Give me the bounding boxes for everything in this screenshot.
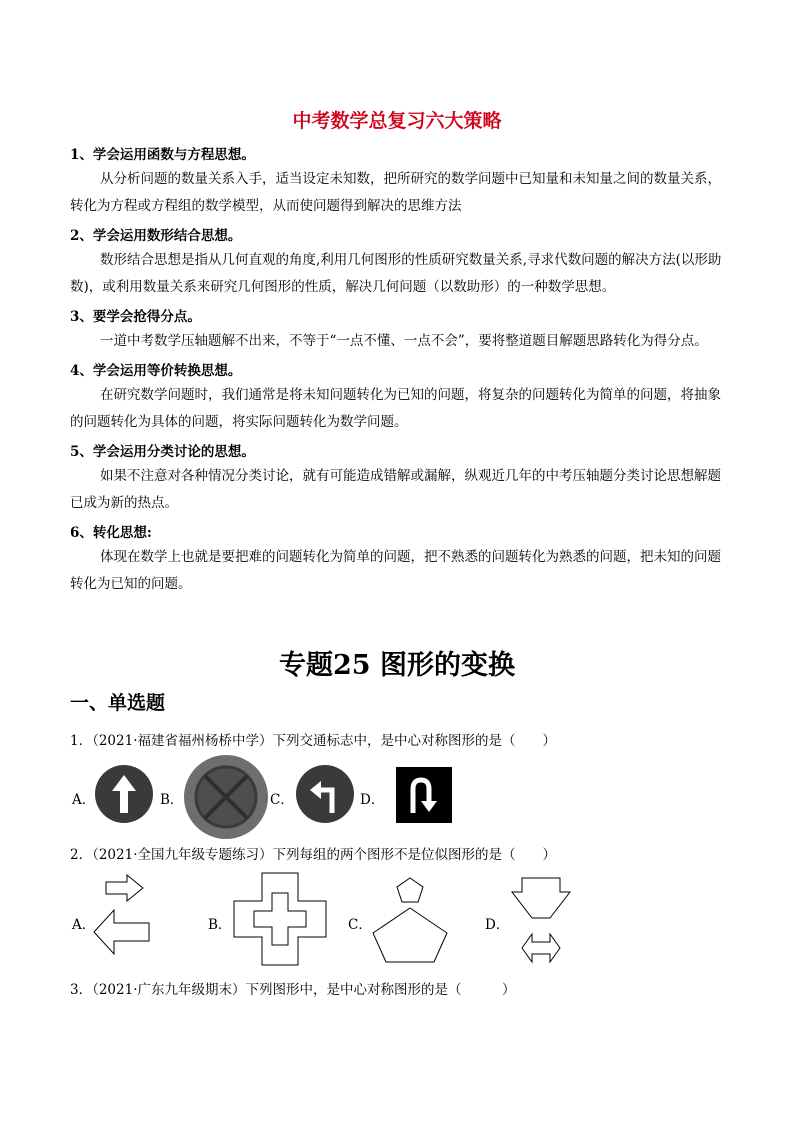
- topic-title: 专题25 图形的变换: [279, 650, 515, 681]
- large-double-arrow-icon: [512, 878, 570, 918]
- strategy-2-text: 数形结合思想是指从几何直观的角度,利用几何图形的性质研究数量关系,寻求代数问题的解决方法(以形助数)，或利用数量关系来研究几何图形的性质，解决几何问题（以数助形）的一种数学思想。: [70, 252, 722, 295]
- strategy-1-heading: 1、学会运用函数与方程思想。: [70, 147, 255, 163]
- q2-option-c-figure: [372, 876, 456, 964]
- q2-option-a-label: A．: [72, 917, 96, 933]
- strategy-3-text: 一道中考数学压轴题解不出来，不等于“一点不懂、一点不会”，要将整道题目解题思路转化为得分点。: [100, 333, 708, 349]
- q1-option-a-label: A．: [72, 792, 96, 808]
- q1-option-d-figure: [396, 767, 452, 823]
- strategy-6-text: 体现在数学上也就是要把难的问题转化为简单的问题，把不熟悉的问题转化为熟悉的问题，把未知的问题转化为已知的问题。: [70, 549, 721, 592]
- q2-option-d-figure: [510, 876, 572, 970]
- large-pentagon-icon: [373, 908, 447, 962]
- q2-option-d-label: D．: [485, 917, 510, 933]
- q2-option-a-figure: [92, 873, 152, 969]
- square-sign-icon: [396, 767, 452, 823]
- question-2-text: 2．（2021·全国九年级专题练习）下列每组的两个图形不是位似图形的是（ ）: [70, 847, 556, 863]
- section-title: 一、单选题: [70, 692, 166, 714]
- page-header-title: 中考数学总复习六大策略: [292, 110, 502, 132]
- strategy-2-heading: 2、学会运用数形结合思想。: [70, 228, 242, 244]
- q1-option-a-figure: [93, 763, 155, 825]
- q2-option-b-label: B．: [208, 917, 232, 933]
- small-right-arrow-icon: [106, 875, 143, 901]
- strategy-1-text: 从分析问题的数量关系入手，适当设定未知数，把所研究的数学问题中已知量和未知量之间的数量关系，转化为方程或方程组的数学模型，从而使问题得到解决的思维方法: [70, 171, 721, 214]
- q1-option-d-label: D．: [360, 792, 385, 808]
- strategy-4-heading: 4、学会运用等价转换思想。: [70, 363, 242, 379]
- strategy-5-heading: 5、学会运用分类讨论的思想。: [70, 444, 255, 460]
- round-sign-icon: [296, 765, 354, 823]
- small-pentagon-icon: [397, 878, 423, 902]
- large-cross-icon: [234, 873, 326, 965]
- question-3-text: 3．（2021·广东九年级期末）下列图形中，是中心对称图形的是（ ）: [70, 982, 516, 998]
- strategy-5-text: 如果不注意对各种情况分类讨论，就有可能造成错解或漏解，纵观近几年的中考压轴题分类讨论思想解题已成为新的热点。: [70, 468, 721, 511]
- small-double-arrow-icon: [522, 934, 560, 962]
- large-left-arrow-icon: [94, 910, 149, 954]
- strategy-4-text: 在研究数学问题时，我们通常是将未知问题转化为已知的问题，将复杂的问题转化为简单的问题，将抽象的问题转化为具体的问题，将实际问题转化为数学问题。: [70, 387, 721, 430]
- q1-option-b-figure: [183, 754, 269, 840]
- q2-option-c-label: C．: [348, 917, 372, 933]
- strategy-3-heading: 3、要学会抢得分点。: [70, 309, 201, 325]
- q1-option-c-label: C．: [270, 792, 294, 808]
- q1-option-c-figure: [294, 763, 356, 825]
- q2-option-b-figure: [233, 872, 327, 966]
- strategy-6-heading: 6、转化思想:: [70, 525, 152, 541]
- q1-option-b-label: B．: [160, 792, 184, 808]
- question-1-text: 1．（2021·福建省福州杨桥中学）下列交通标志中，是中心对称图形的是（ ）: [70, 733, 556, 749]
